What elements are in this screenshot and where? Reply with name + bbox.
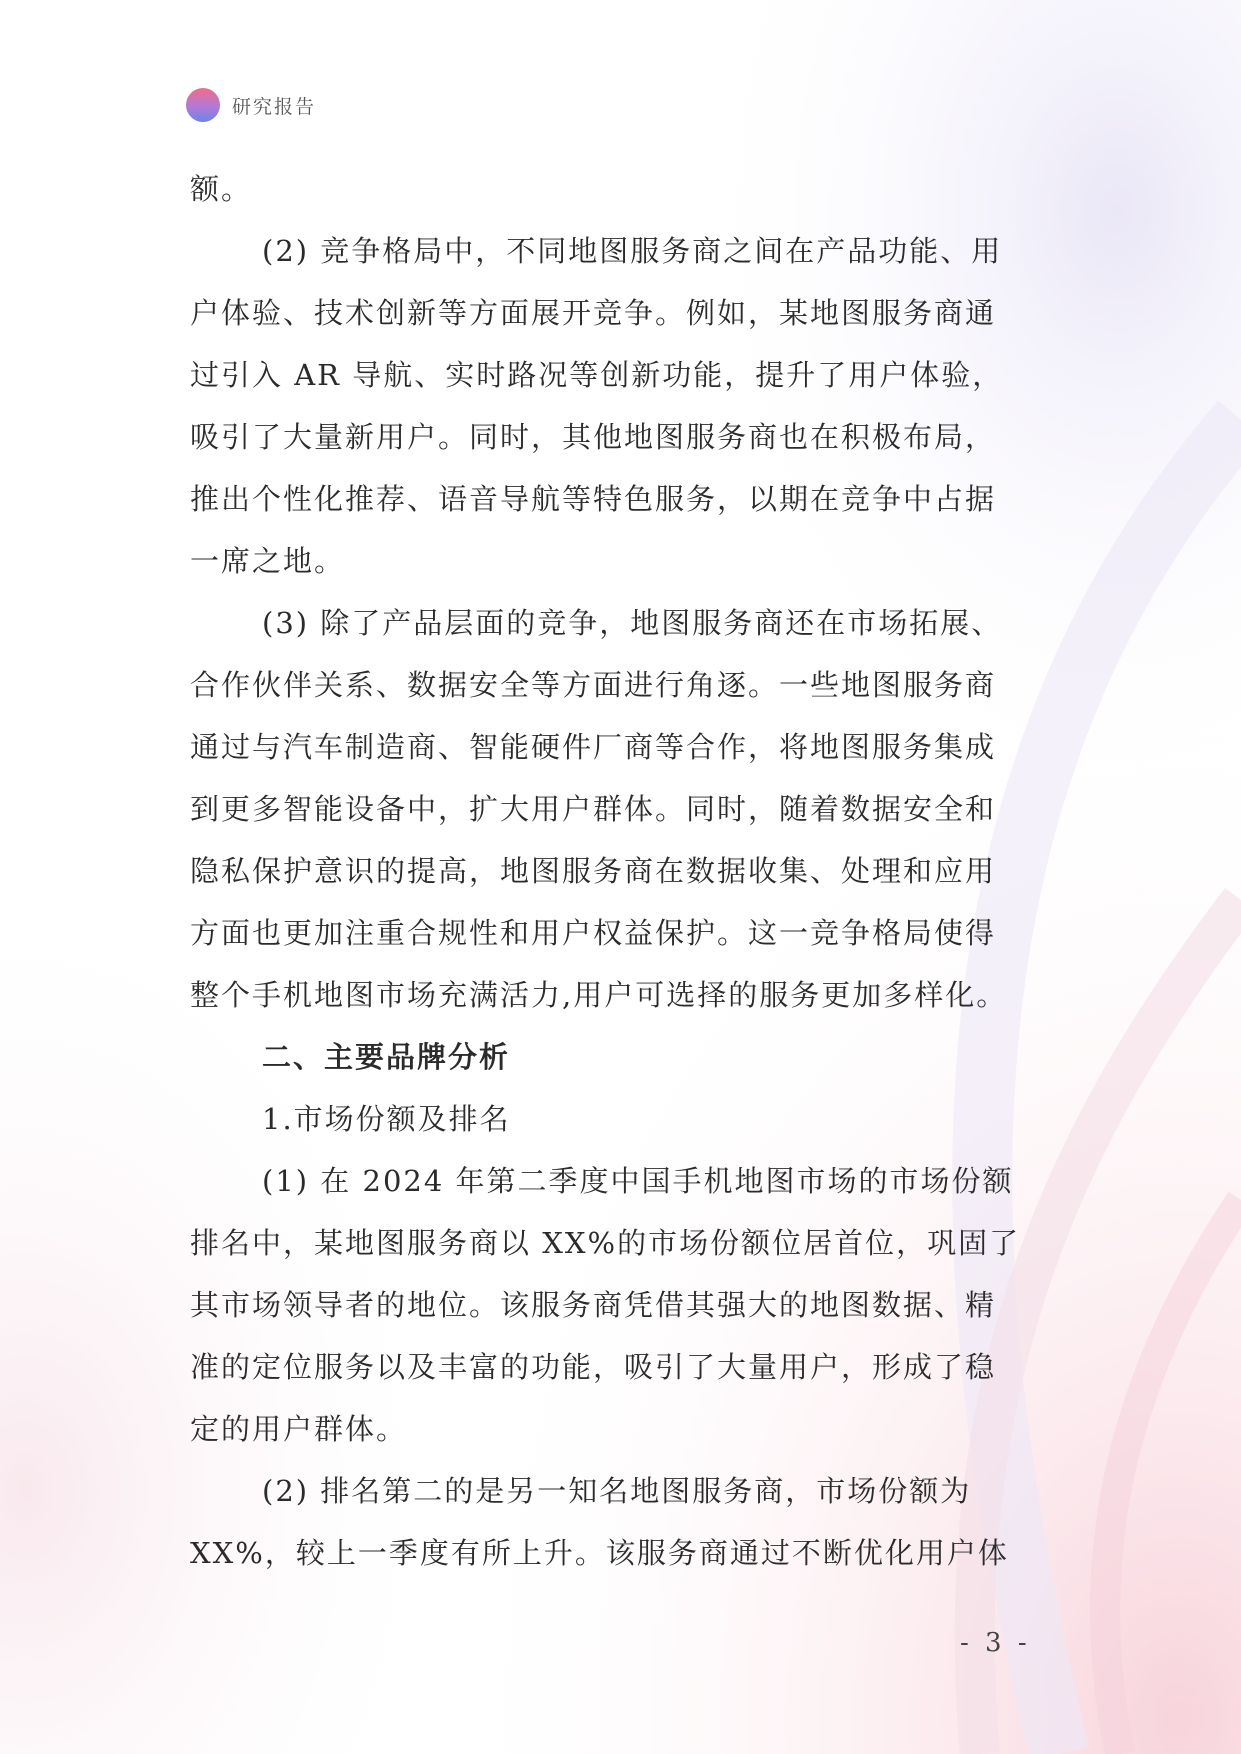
text-line: 隐私保护意识的提高，地图服务商在数据收集、处理和应用	[190, 854, 997, 888]
text-line: 准的定位服务以及丰富的功能，吸引了大量用户，形成了稳	[190, 1350, 997, 1384]
text-line: 到更多智能设备中，扩大用户群体。同时，随着数据安全和	[190, 792, 997, 826]
body-text	[190, 158, 1060, 1584]
text-line: (2) 排名第二的是另一知名地图服务商，市场份额为	[262, 1474, 972, 1508]
page-header	[186, 88, 316, 122]
page-number: - 3 -	[960, 1628, 1031, 1658]
text-line: 通过与汽车制造商、智能硬件厂商等合作，将地图服务集成	[190, 730, 997, 764]
text-line: 定的用户群体。	[190, 1412, 408, 1446]
text-line: (1) 在 2024 年第二季度中国手机地图市场的市场份额	[262, 1164, 1014, 1198]
text-line: XX%，较上一季度有所上升。该服务商通过不断优化用户体	[190, 1536, 1009, 1570]
text-line: 合作伙伴关系、数据安全等方面进行角逐。一些地图服务商	[190, 668, 997, 702]
text-line: 方面也更加注重合规性和用户权益保护。这一竞争格局使得	[190, 916, 997, 950]
text-line: 户体验、技术创新等方面展开竞争。例如，某地图服务商通	[190, 296, 997, 330]
text-line: (2) 竞争格局中，不同地图服务商之间在产品功能、用	[262, 234, 1003, 268]
text-line: 排名中，某地图服务商以 XX%的市场份额位居首位，巩固了	[190, 1226, 1021, 1260]
text-line: 额。	[190, 172, 253, 206]
text-line: 推出个性化推荐、语音导航等特色服务，以期在竞争中占据	[190, 482, 997, 516]
text-line: 吸引了大量新用户。同时，其他地图服务商也在积极布局，	[190, 420, 997, 454]
text-line: 过引入 AR 导航、实时路况等创新功能，提升了用户体验，	[190, 358, 1004, 392]
text-line: (3) 除了产品层面的竞争，地图服务商还在市场拓展、	[262, 606, 1003, 640]
section-heading: 二、主要品牌分析	[262, 1040, 511, 1074]
text-line: 一席之地。	[190, 544, 346, 578]
subsection-heading: 1.市场份额及排名	[262, 1102, 511, 1136]
logo-circle-icon	[186, 88, 220, 122]
text-line: 其市场领导者的地位。该服务商凭借其强大的地图数据、精	[190, 1288, 997, 1322]
header-title: 研究报告	[232, 95, 317, 118]
text-line: 整个手机地图市场充满活力,用户可选择的服务更加多样化。	[190, 978, 1008, 1012]
